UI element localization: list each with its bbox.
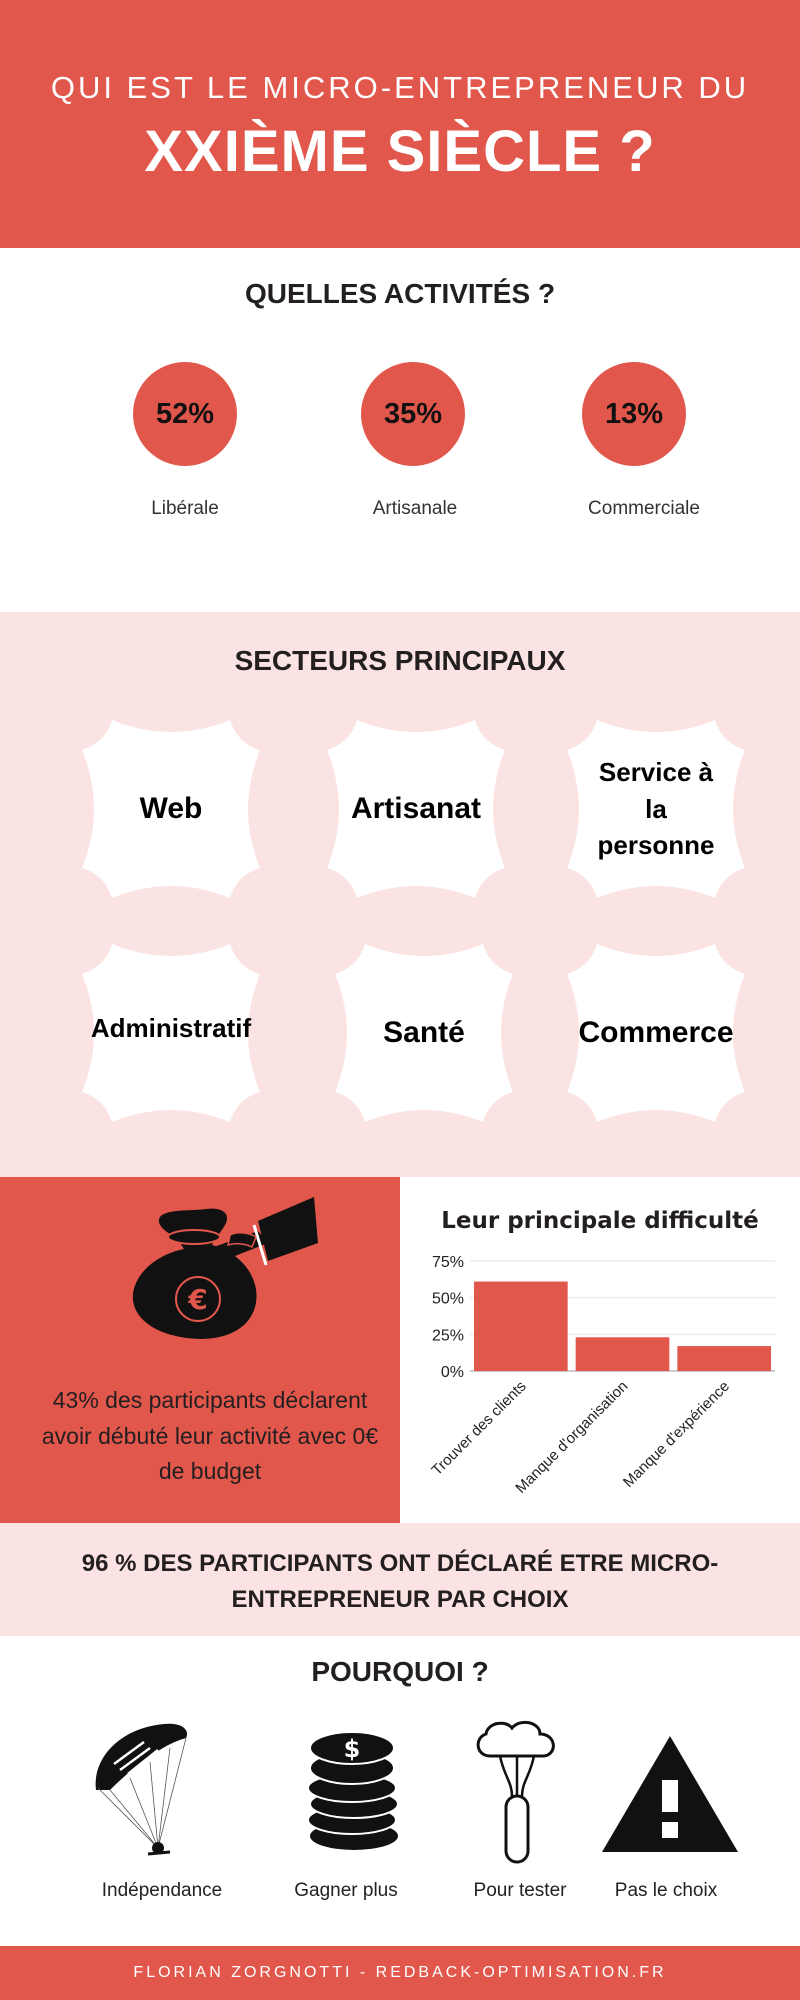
why-label-gagner-plus: Gagner plus: [294, 1880, 398, 1901]
sector-card-service: [567, 720, 745, 898]
difficulty-chart: [400, 1177, 800, 1523]
sector-label: Web: [139, 792, 203, 825]
chart-xtick-label: Trouver des clients: [428, 1377, 530, 1480]
chart-title: Leur principale difficulté: [441, 1208, 759, 1234]
sector-label: Administratif: [90, 1012, 252, 1043]
footer: [0, 1946, 800, 2000]
difficulty-chart-panel: [400, 1177, 800, 1523]
chart-xtick-label: Manque d'expérience: [619, 1377, 733, 1491]
activity-circle-commerciale: 13%: [582, 362, 686, 466]
activity-label-commerciale: Commerciale: [588, 498, 700, 519]
chart-ytick-label: 75%: [431, 1254, 464, 1271]
chart-ytick-label: 0%: [440, 1364, 464, 1381]
sector-label: Service à la personne: [597, 757, 715, 861]
activity-circle-liberale: 52%: [133, 362, 237, 466]
choice-text: 96 % DES PARTICIPANTS ONT DÉCLARÉ ETRE MICRO-ENTREPRENEUR PAR CHOIX: [81, 1550, 719, 1613]
sector-card-web: [82, 720, 260, 898]
why-title: POURQUOI ?: [311, 1656, 489, 1687]
chart-ytick-label: 25%: [431, 1327, 464, 1345]
money-bag-icon: [118, 1191, 318, 1351]
activities-title: QUELLES ACTIVITÉS ?: [244, 278, 556, 309]
sector-label: Commerce: [578, 1016, 734, 1049]
paraglider-icon: [90, 1718, 200, 1858]
coins-stack-icon: [302, 1726, 402, 1856]
activity-label-artisanale: Artisanale: [372, 498, 458, 519]
why-label-pas-le-choix: Pas le choix: [614, 1880, 718, 1901]
sector-card-commerce: [567, 944, 745, 1122]
sector-card-sante: [335, 944, 513, 1122]
choice-banner: [0, 1523, 800, 1636]
why-section: [0, 1636, 800, 1946]
activity-circle-artisanale: 35%: [361, 362, 465, 466]
budget-text: 43% des participants déclarent avoir débuté leur activité avec 0€ de budget: [41, 1387, 379, 1485]
sector-label: Santé: [383, 1016, 465, 1049]
sectors-title: SECTEURS PRINCIPAUX: [234, 645, 566, 676]
sector-label: Artisanat: [350, 792, 482, 825]
euro-symbol: €: [188, 1283, 208, 1316]
header-banner: [0, 0, 800, 248]
chart-bar: [474, 1282, 568, 1371]
sector-card-administratif: [82, 944, 260, 1122]
budget-panel: [0, 1177, 400, 1523]
activity-label-liberale: Libérale: [151, 498, 219, 519]
why-label-pour-tester: Pour tester: [473, 1880, 567, 1901]
header-subtitle: QUI EST LE MICRO-ENTREPRENEUR DU: [50, 70, 750, 105]
activities-section: [0, 248, 800, 612]
sector-card-artisanat: [327, 720, 505, 898]
svg-text:$: $: [343, 1735, 361, 1763]
chart-xtick-label: Manque d'organisation: [512, 1377, 632, 1497]
chart-bar: [677, 1346, 771, 1371]
sectors-section: [0, 612, 800, 1177]
footer-credit: FLORIAN ZORGNOTTI - REDBACK-OPTIMISATION.FR: [133, 1964, 667, 1981]
header-title: XXIÈME SIÈCLE ?: [144, 119, 656, 184]
test-tube-icon: [472, 1716, 562, 1866]
warning-icon: [600, 1734, 740, 1854]
why-label-independance: Indépendance: [101, 1880, 223, 1901]
chart-bar: [576, 1337, 670, 1371]
chart-ytick-label: 50%: [431, 1290, 464, 1308]
